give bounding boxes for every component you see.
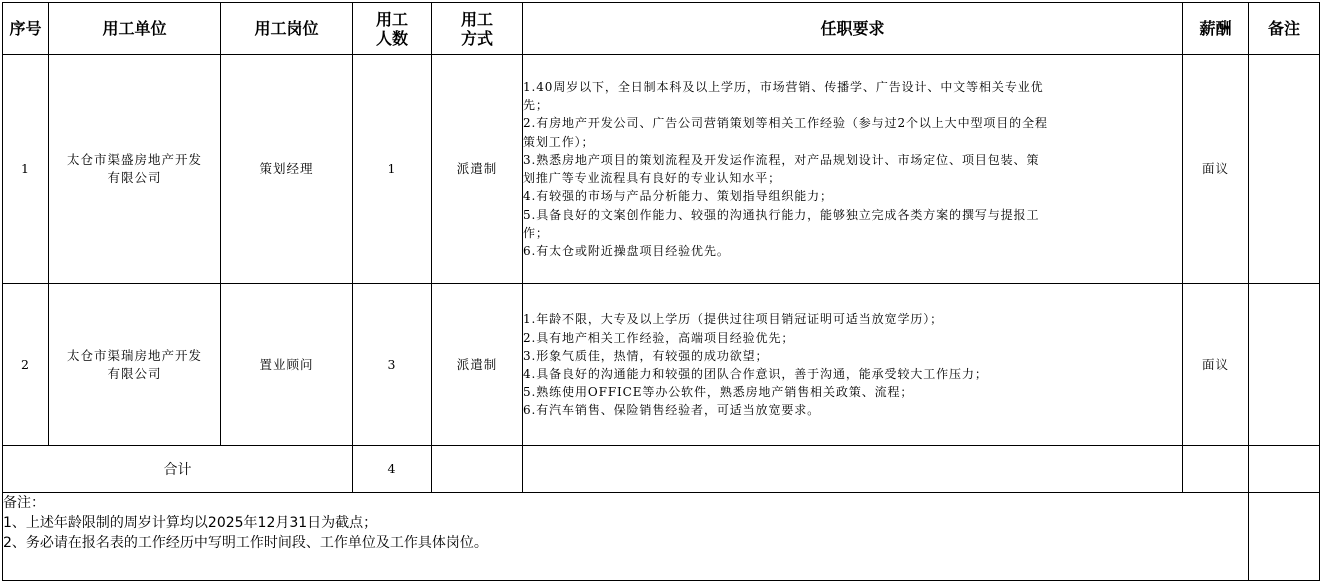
row-employer bbox=[49, 55, 221, 284]
row-seq: 1 bbox=[3, 55, 49, 284]
row-headcount: 3 bbox=[353, 284, 432, 445]
notes-item: 2、务必请在报名表的工作经历中写明工作时间段、工作单位及工作具体岗位。 bbox=[3, 534, 488, 551]
requirement-line: 1.40周岁以下，全日制本科及以上学历，市场营销、传播学、广告设计、中文等相关专业优 bbox=[523, 80, 1044, 95]
header-requirements: 任职要求 bbox=[523, 3, 1183, 55]
requirement-line: 6.有太仓或附近操盘项目经验优先。 bbox=[523, 243, 730, 258]
requirement-line: 3.形象气质佳，热情，有较强的成功欲望； bbox=[523, 348, 769, 363]
row-employer-line1: 太仓市渠盛房地产开发 bbox=[66, 152, 202, 168]
row-position: 策划经理 bbox=[221, 55, 353, 284]
row-mode: 派遣制 bbox=[432, 284, 523, 445]
requirement-line: 5.熟练使用OFFICE等办公软件，熟悉房地产销售相关政策、流程； bbox=[523, 385, 914, 400]
header-seq: 序号 bbox=[3, 3, 49, 55]
requirement-line: 3.熟悉房地产项目的策划流程及开发运作流程，对产品规划设计、市场定位、项目包装、策 bbox=[523, 152, 1040, 167]
total-remarks-empty bbox=[1249, 445, 1320, 492]
row-salary: 面议 bbox=[1183, 284, 1249, 445]
header-row bbox=[3, 3, 1320, 55]
header-headcount-line2: 人数 bbox=[375, 28, 408, 48]
header-mode-line1: 用工 bbox=[460, 9, 493, 29]
requirement-line: 作； bbox=[523, 225, 549, 240]
total-mode-empty bbox=[432, 445, 523, 492]
job-table bbox=[2, 2, 1320, 581]
notes-title: 备注： bbox=[3, 494, 45, 511]
notes-row bbox=[3, 492, 1320, 580]
row-employer bbox=[49, 284, 221, 445]
notes-item: 1、上述年龄限制的周岁计算均以2025年12月31日为截点； bbox=[3, 514, 378, 531]
row-seq: 2 bbox=[3, 284, 49, 445]
header-mode-line2: 方式 bbox=[460, 28, 493, 48]
total-row bbox=[3, 445, 1320, 492]
total-requirements-empty bbox=[523, 445, 1183, 492]
row-requirements bbox=[523, 55, 1183, 284]
requirement-line: 4.具备良好的沟通能力和较强的团队合作意识，善于沟通，能承受较大工作压力； bbox=[523, 367, 988, 382]
row-remarks bbox=[1249, 284, 1320, 445]
requirement-line: 6.有汽车销售、保险销售经验者，可适当放宽要求。 bbox=[523, 403, 821, 418]
header-salary: 薪酬 bbox=[1183, 3, 1249, 55]
requirement-line: 2.有房地产开发公司、广告公司营销策划等相关工作经验（参与过2个以上大中型项目的全程 bbox=[523, 116, 1048, 131]
requirement-line: 划推广等专业流程具有良好的专业认知水平； bbox=[523, 171, 782, 186]
header-headcount bbox=[353, 3, 432, 55]
row-salary: 面议 bbox=[1183, 55, 1249, 284]
requirement-line: 4.有较强的市场与产品分析能力、策划指导组织能力； bbox=[523, 189, 833, 204]
requirement-line: 5.具备良好的文案创作能力、较强的沟通执行能力，能够独立完成各类方案的撰写与提报工 bbox=[523, 207, 1040, 222]
requirement-line: 1.年龄不限，大专及以上学历（提供过往项目销冠证明可适当放宽学历）； bbox=[523, 312, 944, 327]
notes-block bbox=[3, 492, 1249, 580]
total-headcount: 4 bbox=[353, 445, 432, 492]
row-mode: 派遣制 bbox=[432, 55, 523, 284]
requirement-line: 策划工作）； bbox=[523, 134, 595, 149]
row-position: 置业顾问 bbox=[221, 284, 353, 445]
table-row bbox=[3, 55, 1320, 284]
row-employer-line1: 太仓市渠瑞房地产开发 bbox=[66, 347, 202, 363]
row-headcount: 1 bbox=[353, 55, 432, 284]
total-label: 合计 bbox=[3, 445, 353, 492]
row-employer-line2: 有限公司 bbox=[107, 170, 162, 186]
row-employer-line2: 有限公司 bbox=[107, 365, 162, 381]
header-position: 用工岗位 bbox=[221, 3, 353, 55]
header-headcount-line1: 用工 bbox=[375, 9, 408, 29]
header-employer: 用工单位 bbox=[49, 3, 221, 55]
total-salary-empty bbox=[1183, 445, 1249, 492]
notes-side-empty bbox=[1249, 492, 1320, 580]
requirement-line: 2.具有地产相关工作经验，高端项目经验优先； bbox=[523, 330, 795, 345]
row-remarks bbox=[1249, 55, 1320, 284]
header-remarks: 备注 bbox=[1249, 3, 1320, 55]
row-requirements bbox=[523, 284, 1183, 445]
header-mode bbox=[432, 3, 523, 55]
table-row bbox=[3, 284, 1320, 445]
requirement-line: 先； bbox=[523, 98, 549, 113]
